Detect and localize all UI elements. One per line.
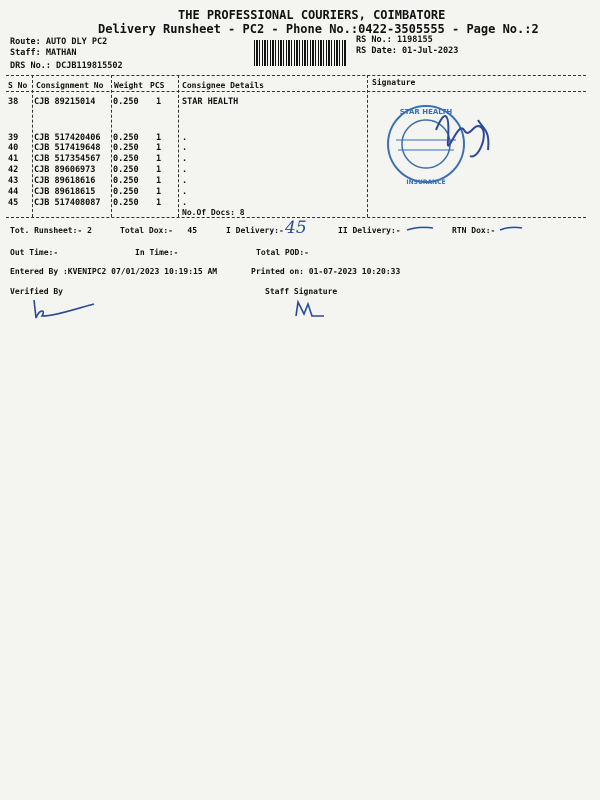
- row-sno: 40: [8, 143, 19, 153]
- row-consignee: .: [182, 154, 188, 164]
- total-pod: Total POD:-: [256, 248, 309, 257]
- barcode: [254, 40, 346, 66]
- row-sno: 39: [8, 133, 19, 143]
- row-consignee: .: [182, 176, 188, 186]
- row-consignee: .: [182, 165, 188, 175]
- row-consignee: .: [182, 198, 188, 208]
- rtn-dox-label: RTN Dox:-: [452, 226, 496, 235]
- col-header-weight: Weight: [114, 81, 143, 90]
- i-delivery-handwritten: 45: [285, 218, 307, 238]
- svg-text:STAR HEALTH: STAR HEALTH: [399, 108, 453, 116]
- company-title: THE PROFESSIONAL COURIERS, COIMBATORE: [178, 8, 446, 22]
- row-sno: 41: [8, 154, 19, 164]
- tot-runsheet: Tot. Runsheet:- 2: [10, 226, 92, 235]
- row-consignment-no: CJB 89618615: [34, 187, 96, 197]
- i-delivery-label: I Delivery:-: [226, 226, 284, 235]
- row-pcs: 1: [156, 176, 162, 186]
- col-divider: [367, 75, 368, 217]
- svg-text:INSURANCE: INSURANCE: [406, 179, 446, 186]
- row-consignment-no: CJB 517419648: [34, 143, 101, 153]
- row-sno: 38: [8, 97, 19, 107]
- row-consignment-no: CJB 89606973: [34, 165, 96, 175]
- row-consignment-no: CJB 517408087: [34, 198, 101, 208]
- row-pcs: 1: [156, 143, 162, 153]
- ii-delivery-label: II Delivery:-: [338, 226, 401, 235]
- col-header-consignee: Consignee Details: [182, 81, 264, 90]
- row-weight: 0.250: [113, 198, 139, 208]
- staff-signature-mark: [290, 298, 330, 320]
- col-divider: [178, 75, 179, 217]
- row-consignment-no: CJB 89618616: [34, 176, 96, 186]
- row-pcs: 1: [156, 154, 162, 164]
- row-consignee: .: [182, 133, 188, 143]
- row-sno: 44: [8, 187, 19, 197]
- ii-delivery-dash-mark: [405, 224, 435, 234]
- verifier-signature: [28, 296, 98, 322]
- table-top-rule: [6, 75, 586, 76]
- row-consignment-no: CJB 517354567: [34, 154, 101, 164]
- out-time: Out Time:-: [10, 248, 59, 257]
- staff-signature-label: Staff Signature: [265, 287, 338, 296]
- drs-number: DRS No.: DCJB119815502: [10, 61, 123, 71]
- col-header-sno: S No: [8, 81, 28, 90]
- entered-by: Entered By :KVENIPC2 07/01/2023 10:19:15 AM: [10, 267, 218, 276]
- printed-on: Printed on: 01-07-2023 10:20:33: [251, 267, 401, 276]
- rs-date: RS Date: 01-Jul-2023: [356, 46, 459, 56]
- route-label: Route: AUTO DLY PC2: [10, 37, 108, 47]
- company-seal-stamp: [378, 100, 498, 190]
- row-sno: 43: [8, 176, 19, 186]
- col-divider: [111, 75, 112, 217]
- col-header-signature: Signature: [372, 78, 416, 87]
- no-of-docs: No.Of Docs: 8: [182, 208, 245, 217]
- row-weight: 0.250: [113, 133, 139, 143]
- row-consignment-no: CJB 517420406: [34, 133, 101, 143]
- row-sno: 42: [8, 165, 19, 175]
- row-pcs: 1: [156, 187, 162, 197]
- row-sno: 45: [8, 198, 19, 208]
- total-dox: Total Dox:- 45: [120, 226, 198, 235]
- row-pcs: 1: [156, 165, 162, 175]
- row-pcs: 1: [156, 97, 162, 107]
- in-time: In Time:-: [135, 248, 179, 257]
- runsheet-subtitle: Delivery Runsheet - PC2 - Phone No.:0422-3505555 - Page No.:2: [98, 22, 539, 36]
- row-weight: 0.250: [113, 154, 139, 164]
- row-consignee: .: [182, 187, 188, 197]
- row-pcs: 1: [156, 198, 162, 208]
- row-weight: 0.250: [113, 143, 139, 153]
- rtn-dox-dash-mark: [498, 224, 524, 234]
- row-pcs: 1: [156, 133, 162, 143]
- col-header-pcs: PCS: [150, 81, 165, 90]
- rs-number: RS No.: 1198155: [356, 35, 433, 45]
- verified-by: Verified By: [10, 287, 63, 296]
- row-weight: 0.250: [113, 165, 139, 175]
- table-header-rule: [6, 91, 586, 92]
- row-consignment-no: CJB 89215014: [34, 97, 96, 107]
- col-header-consignment: Consignment No: [36, 81, 104, 90]
- row-weight: 0.250: [113, 187, 139, 197]
- col-divider: [32, 75, 33, 217]
- row-weight: 0.250: [113, 97, 139, 107]
- staff-label: Staff: MATHAN: [10, 48, 77, 58]
- row-weight: 0.250: [113, 176, 139, 186]
- row-consignee: .: [182, 143, 188, 153]
- row-consignee: STAR HEALTH: [182, 97, 239, 107]
